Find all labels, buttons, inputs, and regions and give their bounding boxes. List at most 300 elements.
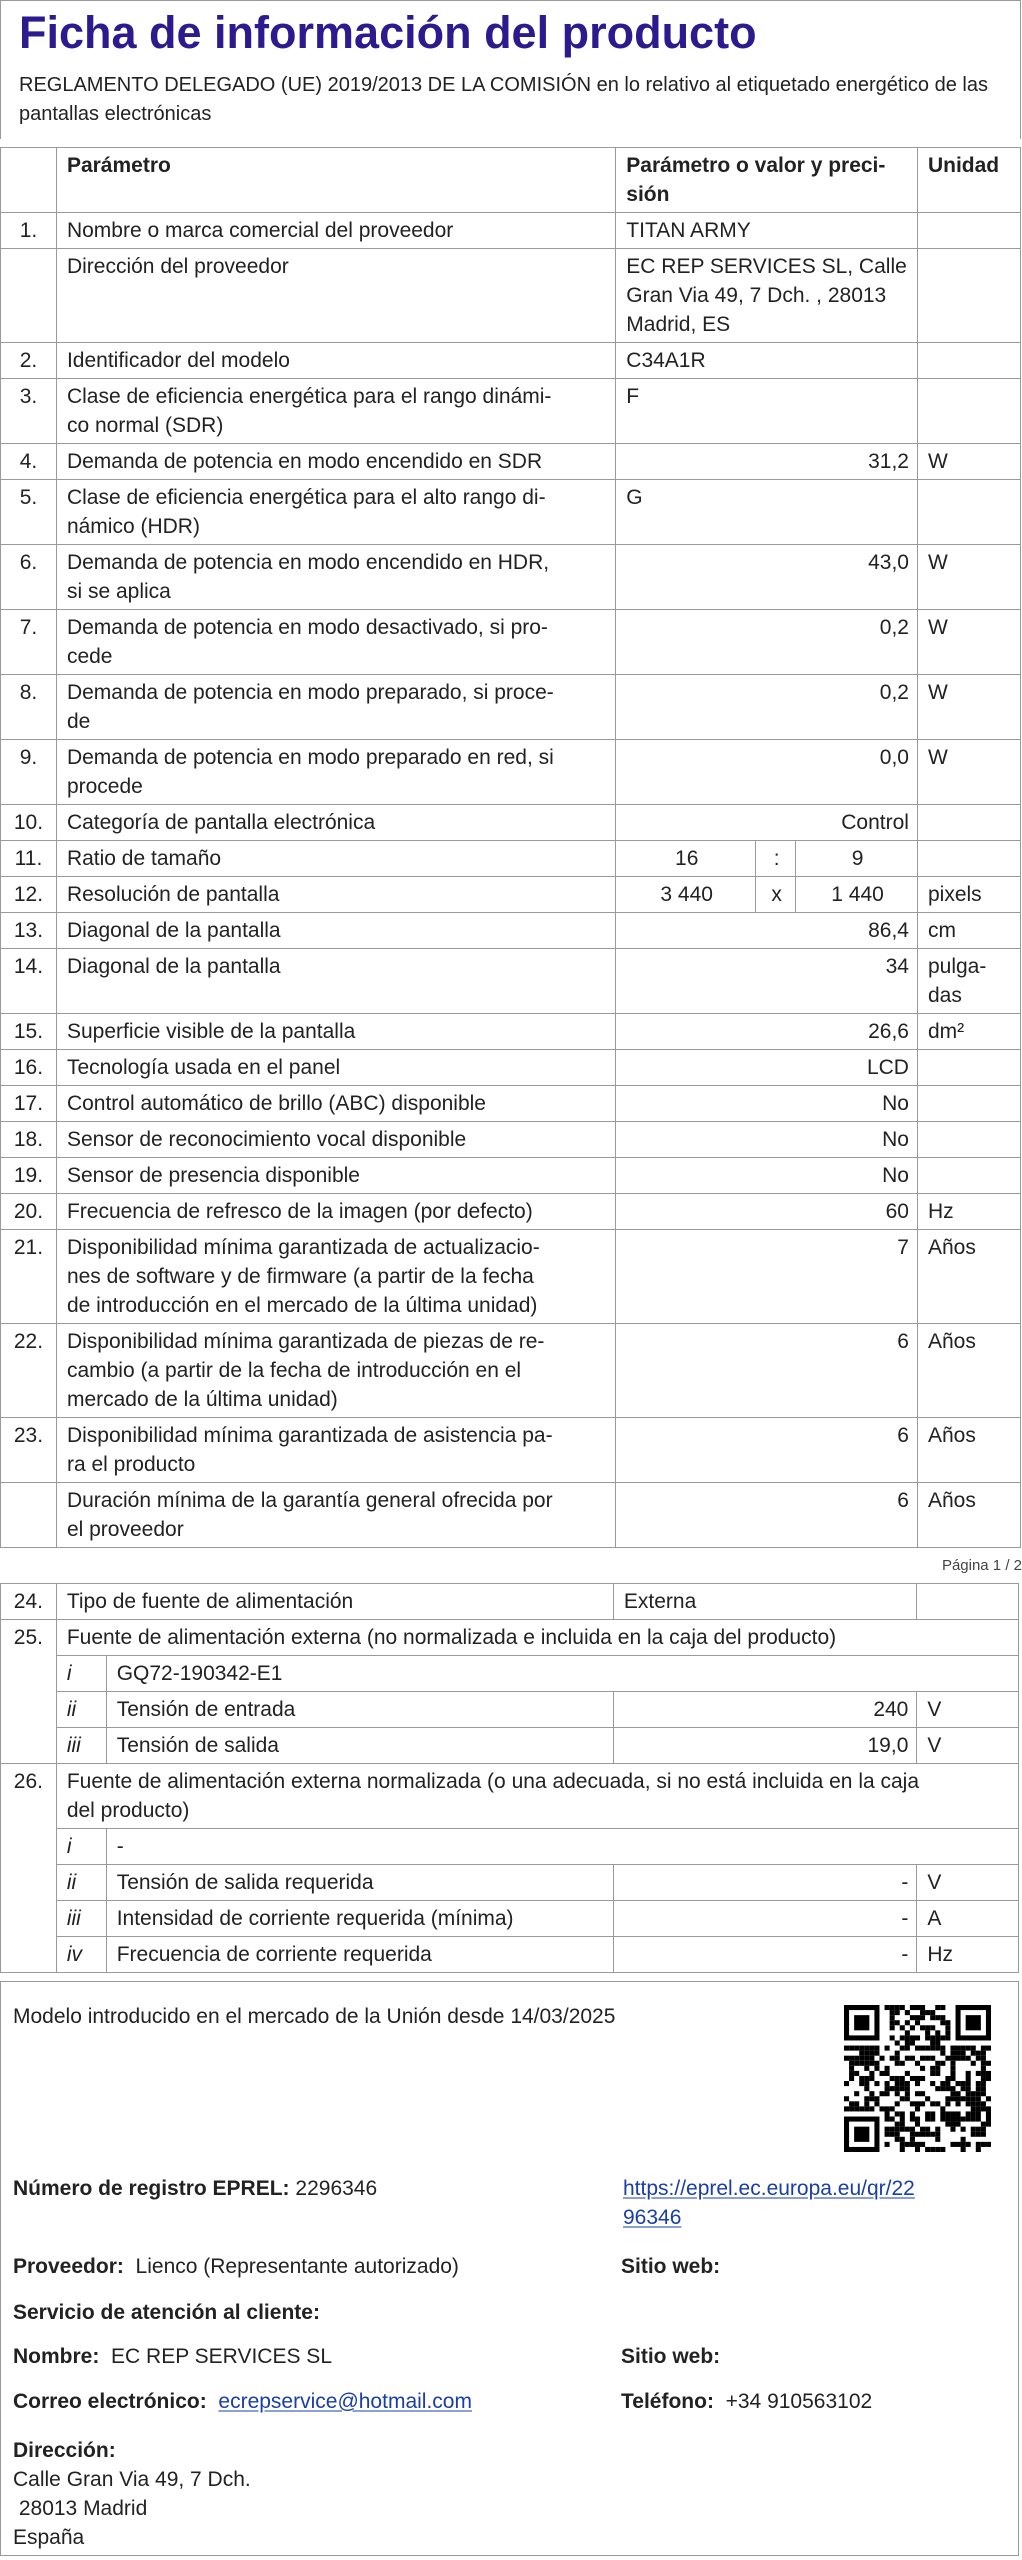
qr-module bbox=[956, 2081, 961, 2086]
qr-module bbox=[844, 2106, 849, 2111]
qr-module bbox=[890, 2132, 895, 2137]
qr-module bbox=[890, 2056, 895, 2061]
row-unit-line: W bbox=[927, 450, 948, 473]
qr-module bbox=[859, 2076, 864, 2081]
email-label: Correo electrónico: bbox=[13, 2390, 207, 2413]
qr-finder-center bbox=[854, 2015, 869, 2030]
qr-module bbox=[966, 2081, 971, 2086]
qr-module bbox=[895, 2122, 900, 2127]
row-value bbox=[616, 610, 918, 675]
row-param-line: Diagonal de la pantalla bbox=[66, 919, 281, 942]
row-param bbox=[56, 444, 615, 480]
row-value-line: TITAN ARMY bbox=[626, 219, 751, 242]
qr-module bbox=[950, 2142, 955, 2147]
qr-module bbox=[895, 2056, 900, 2061]
table-subrow bbox=[1, 1692, 1019, 1728]
page-title: Ficha de información del producto bbox=[19, 7, 757, 58]
row-param bbox=[56, 740, 615, 805]
qr-module bbox=[849, 2101, 854, 2106]
qr-module bbox=[945, 2056, 950, 2061]
qr-module bbox=[940, 2081, 945, 2086]
row-param bbox=[56, 1483, 615, 1548]
table-row bbox=[1, 545, 1021, 610]
eprel-registration bbox=[13, 2174, 377, 2203]
row-param bbox=[56, 1230, 615, 1324]
row-value bbox=[616, 805, 918, 841]
row-param bbox=[56, 805, 615, 841]
row-param-line: Superficie visible de la pantalla bbox=[66, 1020, 356, 1043]
qr-module bbox=[930, 2040, 935, 2045]
row-param-line: de bbox=[66, 710, 91, 733]
row-value-line: C34A1R bbox=[626, 349, 706, 372]
qr-module bbox=[910, 2117, 915, 2122]
row-unit-line: Hz bbox=[927, 1200, 954, 1223]
qr-module bbox=[869, 2071, 874, 2076]
qr-module bbox=[986, 2106, 991, 2111]
row-value-line: 60 bbox=[885, 1200, 909, 1223]
qr-module bbox=[905, 2030, 910, 2035]
qr-module bbox=[920, 2066, 925, 2071]
row-value-line: 31,2 bbox=[868, 450, 909, 473]
qr-module bbox=[915, 2101, 920, 2106]
header-value-line1: Parámetro o valor y preci- bbox=[626, 154, 886, 177]
table-row-25 bbox=[1, 1620, 1019, 1656]
row-value-sep-line: x bbox=[771, 883, 782, 906]
row-value-line: 7 bbox=[897, 1236, 909, 1259]
row-unit-line: cm bbox=[927, 919, 956, 942]
row-value bbox=[616, 1086, 918, 1122]
qr-module bbox=[849, 2071, 854, 2076]
qr-module bbox=[930, 2015, 935, 2020]
page-number: Página 1 / 2 bbox=[941, 1557, 1022, 1574]
qr-module bbox=[895, 2005, 900, 2010]
qr-module bbox=[971, 2132, 976, 2137]
qr-module bbox=[981, 2076, 986, 2081]
table-row bbox=[1, 249, 1021, 343]
row-unit bbox=[917, 1230, 1020, 1324]
qr-module bbox=[844, 2056, 849, 2061]
qr-module bbox=[890, 2010, 895, 2015]
qr-module bbox=[849, 2061, 854, 2066]
email-link[interactable]: ecrepservice@hotmail.com bbox=[218, 2390, 472, 2413]
row-value-line: No bbox=[882, 1128, 909, 1151]
row-value-sep bbox=[756, 841, 796, 877]
table-row bbox=[1, 675, 1021, 740]
qr-module bbox=[915, 2142, 920, 2147]
row-param-line: Demanda de potencia en modo encendido en HDR, bbox=[66, 551, 550, 574]
qr-module bbox=[915, 2035, 920, 2040]
qr-module bbox=[910, 2111, 915, 2116]
qr-module bbox=[940, 2106, 945, 2111]
qr-module bbox=[885, 2127, 890, 2132]
row-param-line: Demanda de potencia en modo encendido en SDR bbox=[66, 450, 543, 473]
eprel-link[interactable] bbox=[623, 2174, 915, 2232]
qr-module bbox=[961, 2137, 966, 2142]
table-row bbox=[1, 1194, 1021, 1230]
row-param bbox=[56, 480, 615, 545]
row-param-line: Resolución de pantalla bbox=[66, 883, 280, 906]
qr-module bbox=[849, 2056, 854, 2061]
row-value bbox=[616, 1418, 918, 1483]
row-number bbox=[1, 249, 57, 343]
qr-module bbox=[859, 2106, 864, 2111]
qr-module bbox=[895, 2127, 900, 2132]
subrow-param: GQ72-190342-E1 bbox=[106, 1656, 1018, 1692]
qr-module bbox=[854, 2056, 859, 2061]
qr-module bbox=[879, 2056, 884, 2061]
qr-module bbox=[885, 2086, 890, 2091]
qr-module bbox=[961, 2081, 966, 2086]
row-number: 24. bbox=[1, 1584, 57, 1620]
qr-module bbox=[885, 2111, 890, 2116]
eprel-link-line1[interactable]: https://eprel.ec.europa.eu/qr/22 bbox=[623, 2177, 915, 2200]
qr-module bbox=[920, 2142, 925, 2147]
subrow-unit: V bbox=[917, 1865, 1019, 1901]
qr-module bbox=[961, 2056, 966, 2061]
table-row bbox=[1, 444, 1021, 480]
qr-module bbox=[925, 2010, 930, 2015]
row-number bbox=[1, 1050, 57, 1086]
qr-module bbox=[930, 2046, 935, 2051]
qr-module bbox=[935, 2071, 940, 2076]
qr-module bbox=[971, 2127, 976, 2132]
row-value-a-line: 16 bbox=[675, 847, 699, 870]
regulation-subtitle: REGLAMENTO DELEGADO (UE) 2019/2013 DE LA COMISIÓN en lo relativo al etiquetado energético de las pantallas electrónicas bbox=[19, 74, 988, 125]
phone-value: +34 910563102 bbox=[725, 2390, 873, 2413]
qr-module bbox=[915, 2076, 920, 2081]
qr-module bbox=[900, 2142, 905, 2147]
qr-module bbox=[925, 2096, 930, 2101]
qr-module bbox=[890, 2020, 895, 2025]
row-param-line: el proveedor bbox=[66, 1518, 184, 1541]
qr-module bbox=[950, 2122, 955, 2127]
row-param bbox=[56, 249, 615, 343]
qr-module bbox=[915, 2015, 920, 2020]
qr-module bbox=[986, 2061, 991, 2066]
email-row bbox=[13, 2387, 472, 2416]
provider-row bbox=[13, 2252, 459, 2281]
qr-module bbox=[940, 2035, 945, 2040]
qr-module bbox=[849, 2066, 854, 2071]
row-param-line: Demanda de potencia en modo preparado en red, si bbox=[66, 746, 554, 769]
qr-module bbox=[885, 2046, 890, 2051]
header-value-line2: sión bbox=[626, 183, 670, 206]
row-param-line: Ratio de tamaño bbox=[66, 847, 222, 870]
qr-module bbox=[966, 2101, 971, 2106]
table-subrow bbox=[1, 1656, 1019, 1692]
row-number-line: 3. bbox=[19, 385, 38, 408]
row-param bbox=[56, 675, 615, 740]
market-intro-text: Modelo introducido en el mercado de la Unión desde 14/03/2025 bbox=[13, 2005, 616, 2028]
qr-module bbox=[885, 2117, 890, 2122]
subrow-unit: V bbox=[917, 1728, 1019, 1764]
qr-module bbox=[956, 2122, 961, 2127]
row-param-line: Disponibilidad mínima garantizada de actualizacio- bbox=[66, 1236, 540, 1259]
row-number-line: 22. bbox=[13, 1330, 44, 1353]
row-unit bbox=[917, 1122, 1020, 1158]
qr-module bbox=[925, 2030, 930, 2035]
qr-module bbox=[859, 2056, 864, 2061]
qr-module bbox=[950, 2066, 955, 2071]
row-value bbox=[616, 343, 918, 379]
row-unit-line: Años bbox=[927, 1236, 976, 1259]
table-row bbox=[1, 610, 1021, 675]
qr-module bbox=[940, 2020, 945, 2025]
row-unit-line: Años bbox=[927, 1330, 976, 1353]
row-unit bbox=[917, 1324, 1020, 1418]
qr-module bbox=[900, 2005, 905, 2010]
qr-module bbox=[945, 2086, 950, 2091]
provider-label: Proveedor: bbox=[13, 2255, 124, 2278]
row-value bbox=[616, 913, 918, 949]
qr-module bbox=[966, 2086, 971, 2091]
qr-module bbox=[956, 2051, 961, 2056]
qr-module bbox=[940, 2086, 945, 2091]
row-number bbox=[1, 444, 57, 480]
qr-module bbox=[869, 2091, 874, 2096]
qr-module bbox=[961, 2127, 966, 2132]
row-value-line: 6 bbox=[897, 1424, 909, 1447]
row-value bbox=[616, 1014, 918, 1050]
qr-module bbox=[925, 2147, 930, 2152]
qr-module bbox=[874, 2101, 879, 2106]
qr-module bbox=[981, 2091, 986, 2096]
qr-module bbox=[961, 2086, 966, 2091]
qr-module bbox=[930, 2101, 935, 2106]
qr-module bbox=[844, 2081, 849, 2086]
subrow-unit: V bbox=[917, 1692, 1019, 1728]
row-param-line: co normal (SDR) bbox=[66, 414, 224, 437]
qr-module bbox=[920, 2005, 925, 2010]
row-value-line: 0,0 bbox=[879, 746, 909, 769]
qr-module bbox=[864, 2066, 869, 2071]
qr-module bbox=[864, 2096, 869, 2101]
qr-module bbox=[961, 2117, 966, 2122]
row-param bbox=[56, 1014, 615, 1050]
row-value bbox=[616, 1194, 918, 1230]
qr-module bbox=[900, 2061, 905, 2066]
qr-module bbox=[910, 2005, 915, 2010]
qr-module bbox=[956, 2046, 961, 2051]
row-unit bbox=[917, 1050, 1020, 1086]
qr-module bbox=[900, 2096, 905, 2101]
qr-module bbox=[874, 2051, 879, 2056]
row-param: Tipo de fuente de alimentación bbox=[56, 1584, 613, 1620]
row-unit bbox=[917, 805, 1020, 841]
row-param bbox=[56, 949, 615, 1014]
qr-module bbox=[895, 2132, 900, 2137]
row-param-line: Nombre o marca comercial del proveedor bbox=[66, 219, 454, 242]
row-value-a bbox=[616, 877, 756, 913]
table-row bbox=[1, 1230, 1021, 1324]
qr-module bbox=[885, 2081, 890, 2086]
subrow-value: - bbox=[613, 1865, 916, 1901]
qr-module bbox=[885, 2142, 890, 2147]
qr-module bbox=[945, 2020, 950, 2025]
subrow-index: i bbox=[56, 1656, 106, 1692]
qr-module bbox=[874, 2066, 879, 2071]
qr-module bbox=[864, 2076, 869, 2081]
qr-module bbox=[930, 2010, 935, 2015]
qr-finder-center bbox=[854, 2127, 869, 2142]
qr-module bbox=[981, 2046, 986, 2051]
subrow-param: Frecuencia de corriente requerida bbox=[106, 1937, 613, 1973]
qr-module bbox=[900, 2147, 905, 2152]
row-value-sep-line: : bbox=[773, 847, 780, 870]
row-unit bbox=[917, 213, 1020, 249]
row-unit bbox=[917, 1014, 1020, 1050]
row-value bbox=[616, 1158, 918, 1194]
table-row bbox=[1, 1324, 1021, 1418]
qr-module bbox=[910, 2025, 915, 2030]
row-unit-line: Años bbox=[927, 1424, 976, 1447]
row-value-line: Madrid, ES bbox=[626, 313, 731, 336]
qr-module bbox=[849, 2046, 854, 2051]
qr-module bbox=[915, 2106, 920, 2111]
row-number-line: 21. bbox=[13, 1236, 44, 1259]
row-value-a-line: 3 440 bbox=[660, 883, 713, 906]
qr-module bbox=[925, 2132, 930, 2137]
qr-module bbox=[976, 2096, 981, 2101]
qr-module bbox=[981, 2127, 986, 2132]
qr-module bbox=[920, 2127, 925, 2132]
qr-module bbox=[986, 2117, 991, 2122]
qr-module bbox=[885, 2091, 890, 2096]
row-param-line: si se aplica bbox=[66, 580, 171, 603]
row-param bbox=[56, 545, 615, 610]
row-param bbox=[56, 913, 615, 949]
row-number-line: 16. bbox=[13, 1056, 44, 1079]
qr-module bbox=[956, 2091, 961, 2096]
qr-module bbox=[981, 2071, 986, 2076]
row-value-line: G bbox=[626, 486, 643, 509]
qr-module bbox=[956, 2096, 961, 2101]
qr-module bbox=[885, 2132, 890, 2137]
qr-module bbox=[971, 2091, 976, 2096]
qr-module bbox=[940, 2147, 945, 2152]
subrow-unit: A bbox=[917, 1901, 1019, 1937]
qr-module bbox=[910, 2015, 915, 2020]
qr-module bbox=[869, 2046, 874, 2051]
qr-module bbox=[844, 2046, 849, 2051]
table-row-resolution bbox=[1, 877, 1021, 913]
row-unit bbox=[917, 949, 1020, 1014]
row-param-line: Disponibilidad mínima garantizada de piezas de re- bbox=[66, 1330, 545, 1353]
name-label: Nombre: bbox=[13, 2345, 100, 2368]
row-number-line: 6. bbox=[19, 551, 38, 574]
qr-module bbox=[900, 2046, 905, 2051]
phone-row bbox=[621, 2387, 872, 2416]
row-value bbox=[616, 480, 918, 545]
qr-module bbox=[910, 2056, 915, 2061]
qr-module bbox=[930, 2025, 935, 2030]
row-number bbox=[1, 213, 57, 249]
row-value bbox=[616, 1324, 918, 1418]
row-param bbox=[56, 1764, 1018, 1829]
row-unit-line: W bbox=[927, 746, 948, 769]
table-row bbox=[1, 343, 1021, 379]
eprel-link-line2[interactable]: 96346 bbox=[623, 2206, 682, 2229]
qr-module bbox=[895, 2010, 900, 2015]
row-value-line: 6 bbox=[897, 1489, 909, 1512]
qr-module bbox=[915, 2005, 920, 2010]
qr-module bbox=[864, 2051, 869, 2056]
subrow-index: iv bbox=[56, 1937, 106, 1973]
name-value: EC REP SERVICES SL bbox=[111, 2345, 332, 2368]
row-unit-line: W bbox=[927, 551, 948, 574]
row-value-line: No bbox=[882, 1092, 909, 1115]
row-number bbox=[1, 740, 57, 805]
table-row bbox=[1, 1483, 1021, 1548]
qr-module bbox=[971, 2061, 976, 2066]
qr-module bbox=[940, 2005, 945, 2010]
row-number bbox=[1, 877, 57, 913]
header-num-cell bbox=[1, 148, 57, 213]
row-value-line: 86,4 bbox=[868, 919, 909, 942]
row-param bbox=[56, 1158, 615, 1194]
qr-module bbox=[935, 2030, 940, 2035]
qr-module bbox=[900, 2086, 905, 2091]
row-number: 26. bbox=[1, 1764, 57, 1973]
row-value-line: No bbox=[882, 1164, 909, 1187]
qr-module bbox=[900, 2076, 905, 2081]
row-param-line2: del producto) bbox=[66, 1799, 190, 1822]
subrow-param: Tensión de salida bbox=[106, 1728, 613, 1764]
qr-module bbox=[854, 2061, 859, 2066]
qr-module bbox=[935, 2147, 940, 2152]
row-value bbox=[616, 675, 918, 740]
row-number bbox=[1, 675, 57, 740]
qr-module bbox=[986, 2142, 991, 2147]
row-number-line: 10. bbox=[13, 811, 44, 834]
phone-label: Teléfono: bbox=[621, 2390, 714, 2413]
qr-module bbox=[849, 2106, 854, 2111]
row-value-sep bbox=[756, 877, 796, 913]
qr-module bbox=[879, 2106, 884, 2111]
row-number-line: 13. bbox=[13, 919, 44, 942]
qr-module bbox=[930, 2071, 935, 2076]
qr-module bbox=[895, 2101, 900, 2106]
qr-module bbox=[971, 2117, 976, 2122]
qr-module bbox=[844, 2096, 849, 2101]
qr-code-icon[interactable] bbox=[844, 2005, 991, 2152]
row-param-line: cede bbox=[66, 645, 113, 668]
qr-module bbox=[976, 2081, 981, 2086]
row-param-line: nes de software y de firmware (a partir de la fecha bbox=[66, 1265, 534, 1288]
qr-module bbox=[910, 2127, 915, 2132]
table-row-24 bbox=[1, 1584, 1019, 1620]
qr-module bbox=[986, 2122, 991, 2127]
qr-module bbox=[966, 2111, 971, 2116]
qr-module bbox=[976, 2091, 981, 2096]
qr-module bbox=[900, 2081, 905, 2086]
qr-module bbox=[981, 2081, 986, 2086]
qr-module bbox=[905, 2046, 910, 2051]
service-website-label: Sitio web: bbox=[621, 2345, 721, 2368]
row-param bbox=[56, 877, 615, 913]
subrow-param: Tensión de salida requerida bbox=[106, 1865, 613, 1901]
row-value-b-line: 1 440 bbox=[831, 883, 884, 906]
row-param-line: Duración mínima de la garantía general ofrecida por bbox=[66, 1489, 553, 1512]
qr-module bbox=[966, 2071, 971, 2076]
subrow-param: Tensión de entrada bbox=[106, 1692, 613, 1728]
row-value: Externa bbox=[613, 1584, 916, 1620]
qr-module bbox=[976, 2056, 981, 2061]
qr-module bbox=[895, 2061, 900, 2066]
row-value-line: EC REP SERVICES SL, Calle bbox=[626, 255, 907, 278]
qr-module bbox=[935, 2040, 940, 2045]
header-param: Parámetro bbox=[56, 148, 615, 213]
